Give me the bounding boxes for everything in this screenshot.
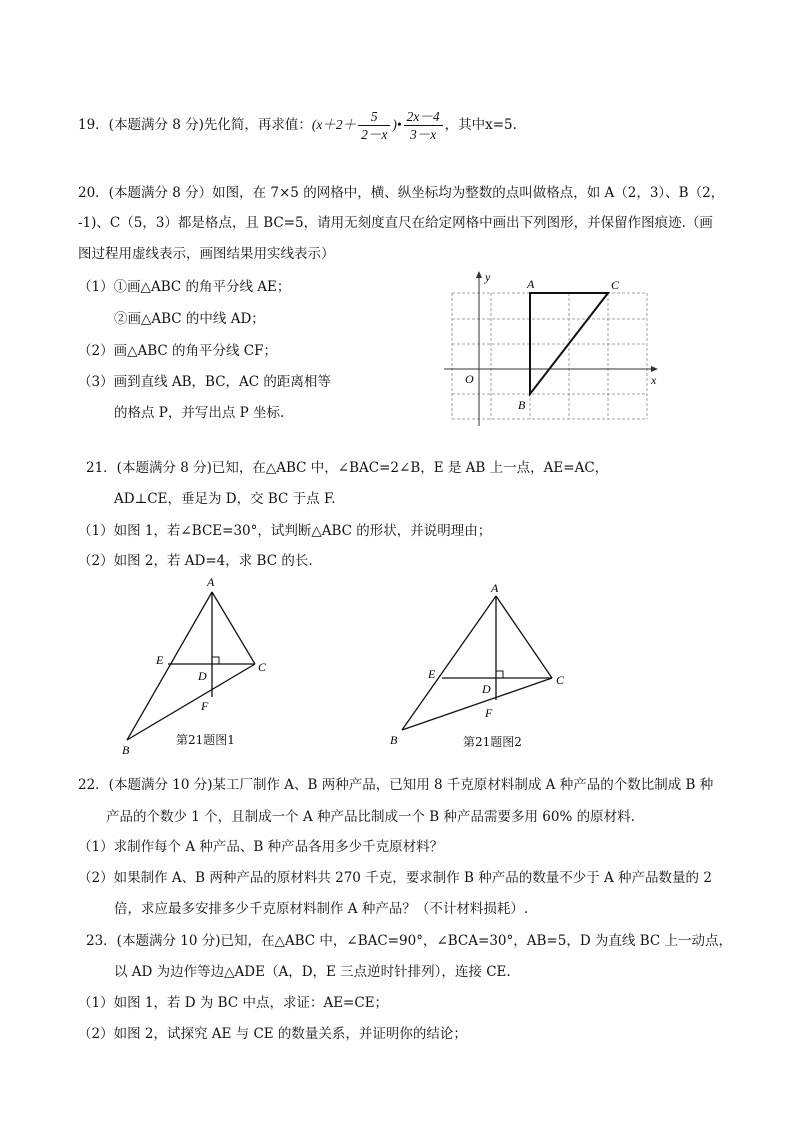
- q19-expr-close: )•: [392, 117, 402, 132]
- right-angle-mark: [212, 657, 219, 664]
- side-bc: [127, 664, 255, 740]
- fig1-label-d: D: [198, 669, 207, 683]
- fig1-label-f: F: [201, 699, 209, 713]
- q22-line-1: 22．(本题满分 10 分)某工厂制作 A、B 两种产品，已知用 8 千克原材料制成 A 种产品的个数比制成 B 种: [78, 777, 714, 793]
- q21-item-2: （2）如图 2，若 AD=4，求 BC 的长.: [78, 553, 313, 569]
- q23-line-1: 23．(本题满分 10 分)已知，在△ABC 中，∠BAC=90°，∠BCA=30°，AB=5，D 为直线 BC 上一动点，: [86, 933, 733, 949]
- y-axis-arrow: [476, 271, 482, 278]
- fig1-label-e: E: [156, 653, 164, 667]
- point-c-label: C: [611, 278, 620, 292]
- fig2-label-b: B: [390, 733, 398, 747]
- q19-fraction-1-denominator: 2－x: [361, 127, 388, 142]
- side-bc: [402, 678, 552, 730]
- side-ab: [402, 596, 496, 730]
- q21-figure-1: [110, 572, 280, 757]
- q21-figure-2: [380, 578, 580, 750]
- q21-figure-2-caption: 第21题图2: [463, 735, 522, 749]
- q21-line-1: 21．(本题满分 8 分)已知，在△ABC 中，∠BAC=2∠B，E 是 AB 上一点，AE=AC，: [86, 460, 609, 476]
- fig2-label-d: D: [482, 682, 491, 696]
- grid-lines: [452, 293, 647, 419]
- q19-expr-open: (x＋2＋: [311, 117, 357, 132]
- q23-item-1: （1）如图 1，若 D 为 BC 中点，求证：AE=CE；: [78, 995, 389, 1011]
- q22-item-2a: （2）如果制作 A、B 两种产品的原材料共 270 千克，要求制作 B 种产品的数量不少于 A 种产品数量的 2: [78, 870, 712, 886]
- fig2-label-f: F: [485, 706, 493, 720]
- q20-item-3b: 的格点 P，并写出点 P 坐标.: [114, 405, 285, 421]
- fig1-label-c: C: [258, 660, 267, 674]
- fig2-label-a: A: [491, 581, 499, 595]
- q20-line-1: 20．(本题满分 8 分）如图，在 7×5 的网格中，横、纵坐标均为整数的点叫做格点，如 A（2，3）、B（2，: [78, 185, 725, 201]
- q20-item-1b: ②画△ABC 的中线 AD；: [114, 311, 265, 327]
- point-b-label: B: [518, 398, 526, 412]
- q20-item-2: （2）画△ABC 的角平分线 CF；: [78, 343, 277, 359]
- q19-prefix: 19．(本题满分 8 分)先化简，再求值：: [78, 117, 312, 133]
- q22-line-2: 产品的个数少 1 个，且制成一个 A 种产品比制成一个 B 种产品需要多用 60% 的原材料.: [106, 809, 635, 825]
- side-ac: [212, 592, 255, 664]
- y-axis-label: y: [485, 270, 491, 284]
- q21-figure-1-caption: 第21题图1: [176, 733, 235, 747]
- q19-suffix: ，其中x=5.: [444, 117, 517, 133]
- x-axis-label: x: [651, 373, 657, 387]
- x-axis-arrow: [651, 366, 658, 372]
- q21-item-1: （1）如图 1，若∠BCE=30°，试判断△ABC 的形状，并说明理由；: [78, 523, 492, 539]
- fig2-label-c: C: [556, 673, 565, 687]
- q22-item-1: （1）求制作每个 A 种产品、B 种产品各用多少千克原材料？: [78, 839, 444, 855]
- q19-line: [78, 104, 517, 146]
- point-a-label: A: [527, 277, 535, 291]
- q19-fraction-2: [404, 108, 443, 143]
- q20-grid-figure: [440, 268, 670, 436]
- q19-fraction-2-numerator: 2x－4: [404, 108, 443, 126]
- q22-item-2b: 倍，求应最多安排多少千克原材料制作 A 种产品？（不计材料损耗）.: [114, 901, 529, 917]
- fig1-label-b: B: [122, 743, 130, 757]
- origin-label: O: [465, 372, 474, 386]
- fig1-label-a: A: [207, 575, 215, 589]
- q23-item-2: （2）如图 2，试探究 AE 与 CE 的数量关系，并证明你的结论；: [78, 1026, 467, 1042]
- q21-line-2: AD⊥CE，垂足为 D，交 BC 于点 F.: [114, 491, 336, 507]
- q20-item-3a: （3）画到直线 AB，BC，AC 的距离相等: [78, 374, 331, 390]
- q23-line-2: 以 AD 为边作等边△ADE（A，D，E 三点逆时针排列），连接 CE.: [114, 964, 511, 980]
- q20-line-2: -1)、C（5，3）都是格点，且 BC=5，请用无刻度直尺在给定网格中画出下列图形，并保留作图痕迹.（画: [78, 215, 713, 231]
- right-angle-mark: [496, 671, 503, 678]
- side-ac: [496, 596, 552, 678]
- q19-fraction-2-denominator: 3－x: [410, 127, 437, 142]
- side-ab: [127, 592, 212, 740]
- q19-fraction-1-numerator: 5: [358, 108, 390, 126]
- fig2-label-e: E: [428, 667, 436, 681]
- q20-line-3: 图过程用虚线表示，画图结果用实线表示）: [78, 246, 335, 262]
- q19-fraction-1: [358, 108, 390, 143]
- q20-item-1a: （1）①画△ABC 的角平分线 AE；: [78, 279, 291, 295]
